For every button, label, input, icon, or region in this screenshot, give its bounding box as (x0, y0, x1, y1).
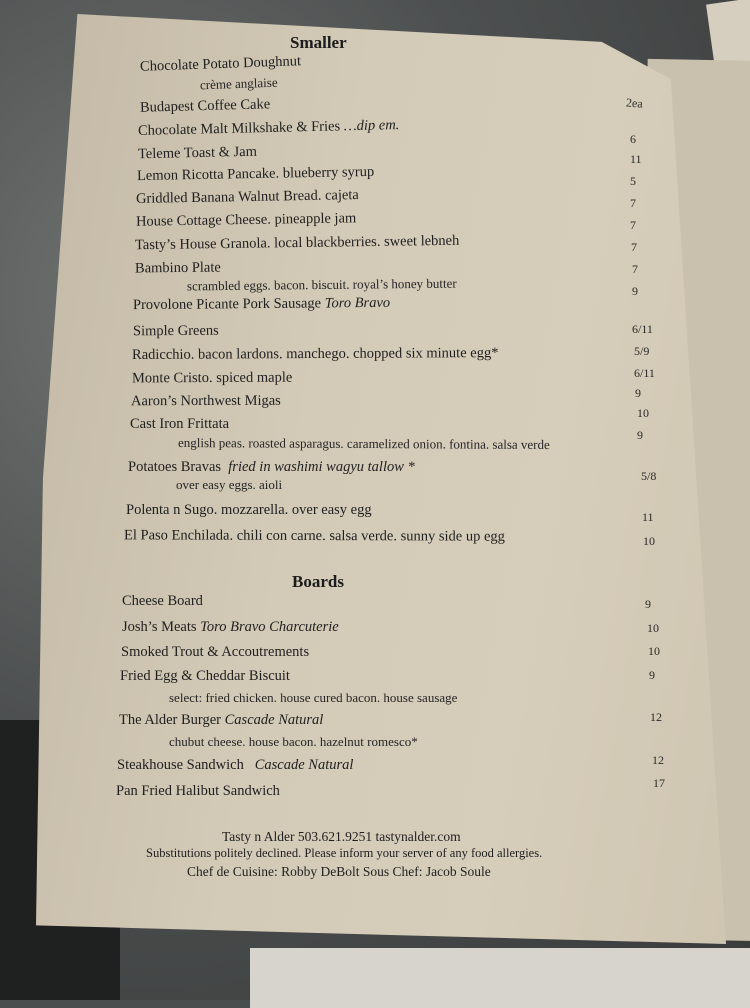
menu-item-description: chubut cheese. house bacon. hazelnut romesco* (169, 734, 418, 749)
menu-item: Cast Iron Frittata (130, 416, 230, 432)
menu-item-price: 12 (650, 710, 662, 724)
menu-item: El Paso Enchilada. chili con carne. salsa verde. sunny side up egg (123, 527, 505, 545)
section-title-smaller: Smaller (290, 33, 347, 52)
menu-item: Steakhouse Sandwich Cascade Natural (117, 757, 354, 773)
menu-item-price: 7 (632, 262, 638, 276)
menu-item-price: 11 (630, 152, 642, 166)
menu-item-price: 9 (635, 386, 641, 400)
menu-item-description: scrambled eggs. bacon. biscuit. royal’s honey butter (186, 275, 457, 294)
menu-item: Chocolate Malt Milkshake & Fries …dip em. (137, 117, 400, 139)
menu-item: Teleme Toast & Jam (137, 143, 258, 163)
menu-item: Smoked Trout & Accoutrements (121, 644, 310, 660)
menu-item: Monte Cristo. spiced maple (131, 369, 293, 387)
menu-item: Chocolate Potato Doughnut (139, 53, 302, 75)
menu-item-price: 7 (630, 196, 636, 210)
footer-disclaimer: Substitutions politely declined. Please inform your server of any food allergies. (146, 846, 543, 860)
menu-item-price: 17 (653, 776, 665, 790)
menu-item-description: select: fried chicken. house cured bacon. house sausage (169, 690, 458, 705)
menu-item: Provolone Picante Pork Sausage Toro Bravo (132, 294, 391, 314)
menu-item: Radicchio. bacon lardons. manchego. chopped six minute egg* (131, 345, 499, 363)
menu-item: Pan Fried Halibut Sandwich (116, 783, 280, 799)
menu-item-price: 6/11 (632, 322, 653, 336)
footer-chefs: Chef de Cuisine: Robby DeBolt Sous Chef: Jacob Soule (187, 864, 491, 879)
menu-item-price: 7 (630, 218, 636, 232)
menu-item-price: 9 (645, 597, 651, 611)
menu-item-price: 7 (631, 240, 637, 254)
menu-item: House Cottage Cheese. pineapple jam (135, 210, 357, 230)
menu-item: Polenta n Sugo. mozzarella. over easy egg (126, 502, 372, 518)
menu-item-price: 5/8 (641, 469, 657, 483)
menu-item: Aaron’s Northwest Migas (130, 392, 281, 410)
menu-item: Griddled Banana Walnut Bread. cajeta (135, 187, 359, 207)
menu-item-price: 5/9 (634, 344, 650, 358)
menu-item-price: 5 (630, 174, 636, 188)
menu-item-price: 10 (637, 406, 649, 420)
menu-item-price: 11 (642, 510, 654, 524)
menu-item-price: 9 (637, 428, 643, 442)
footer-contact: Tasty n Alder 503.621.9251 tastynalder.com (222, 829, 461, 844)
menu-item: Lemon Ricotta Pancake. blueberry syrup (136, 163, 375, 185)
menu-item-price: 10 (648, 644, 660, 658)
section-title-boards: Boards (292, 572, 344, 591)
menu-item-description: crème anglaise (199, 74, 278, 93)
menu-item: Josh’s Meats Toro Bravo Charcuterie (122, 619, 339, 635)
bottom-paper (250, 948, 750, 1008)
menu-item-price: 6/11 (634, 366, 655, 380)
menu-item: The Alder Burger Cascade Natural (119, 712, 324, 728)
menu-item: Potatoes Bravas fried in washimi wagyu tallow * (128, 459, 415, 475)
menu-item-description: over easy eggs. aioli (176, 477, 283, 492)
menu-item-price: 9 (649, 668, 655, 682)
menu-item-price: 10 (647, 621, 659, 635)
menu-item: Cheese Board (122, 593, 203, 609)
menu-item: Simple Greens (132, 322, 219, 340)
menu-item-price: 10 (643, 534, 655, 548)
menu-item-description: english peas. roasted asparagus. caramelized onion. fontina. salsa verde (177, 435, 550, 452)
menu-item: Fried Egg & Cheddar Biscuit (120, 668, 290, 684)
menu-item-price: 2ea (625, 95, 644, 111)
menu-item: Bambino Plate (134, 259, 221, 277)
menu-item-price: 6 (630, 132, 636, 146)
menu-item: Budapest Coffee Cake (139, 96, 271, 116)
menu-item-price: 12 (652, 753, 664, 767)
menu-item-price: 9 (632, 284, 638, 298)
menu-item: Tasty’s House Granola. local blackberries. sweet lebneh (134, 232, 460, 254)
